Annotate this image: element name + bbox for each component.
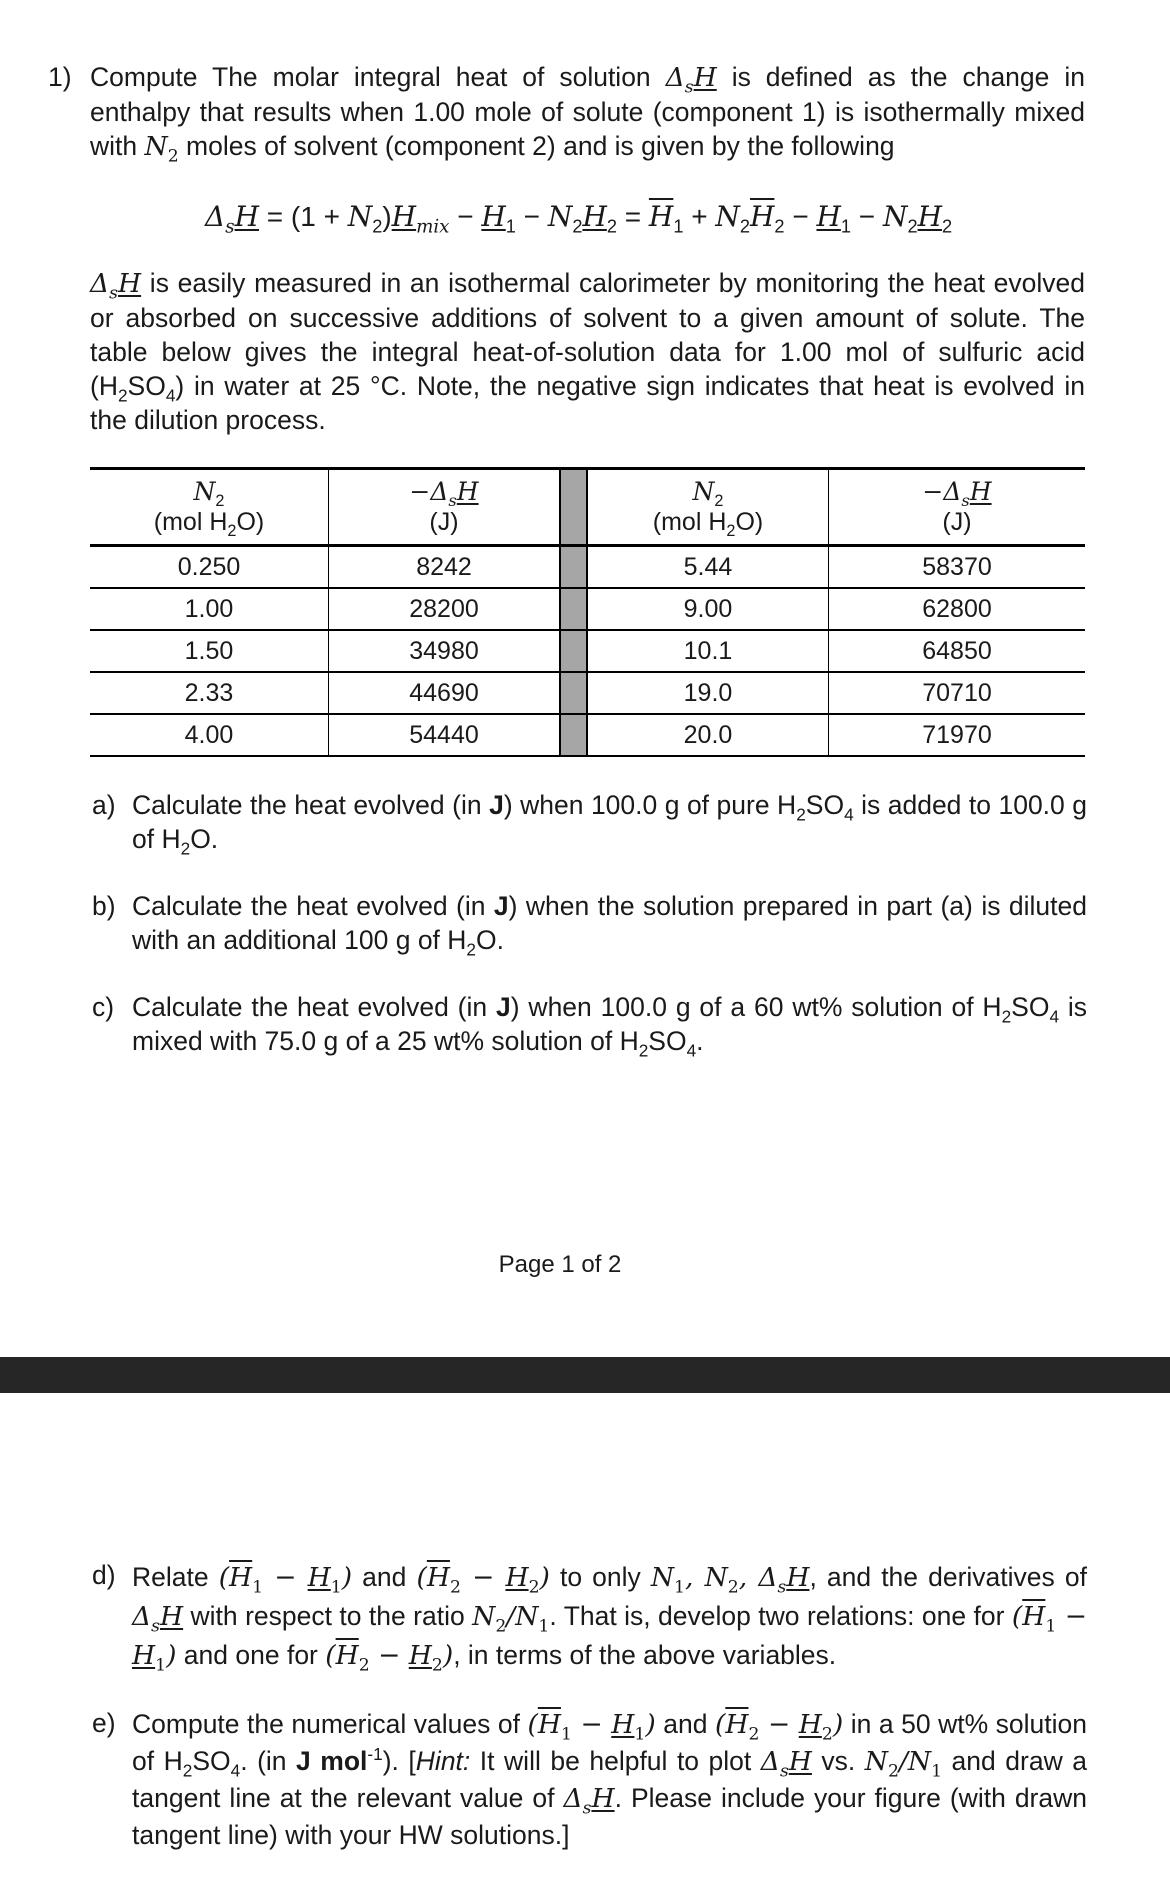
- page-number: Page 1 of 2: [498, 1251, 622, 1278]
- table-row: 1.00 28200 9.00 62800: [90, 588, 1085, 630]
- page-divider: [0, 1357, 1170, 1393]
- table-divider-column: [560, 469, 587, 546]
- header-n2-left: $N_2$ (mol $H_2O$): [90, 469, 329, 546]
- heat-of-solution-equation: $\Delta_sH = (1 + N_2)H_{mix} - H_1 - N_2H_2 = \overline{H}_1 + N_2\overline{H}_2 - H_1 - N_2H_2$: [205, 200, 953, 238]
- table-row: 2.33 44690 19.0 70710: [90, 672, 1085, 714]
- heat-of-solution-table: [90, 467, 1085, 757]
- question-intro: Compute The molar integral heat of solution $\Delta_sH$ is defined as the change in enthalpy that results when 1.00 mole of solute (component 1) is isothermally mixed with $N_2$ moles of solvent (component 2) and is given by the following: [90, 62, 1085, 167]
- measurement-description: $\Delta_sH$ is easily measured in an isothermal calorimeter by monitoring the heat evolved or absorbed on successive additions of solvent to a given amount of solute. The table below gives the integral heat-of-solution data for 1.00 mol of sulfuric acid $(H_2SO_4)$ in water at 25 °C. Note, the negative sign indicates that heat is evolved in the dilution process.: [90, 268, 1085, 435]
- question-number: 1): [48, 62, 72, 92]
- header-dh-right: $-\Delta_sH$ (J): [922, 477, 992, 536]
- header-n2-right: $N_2$ (mol $H_2O$): [587, 469, 829, 546]
- delta-s-h-symbol: $\Delta_sH$: [665, 62, 717, 98]
- table-row: 1.50 34980 10.1 64850: [90, 630, 1085, 672]
- n2-symbol: $N_2$: [144, 131, 179, 167]
- header-dh-left: $-\Delta_sH$ (J): [409, 477, 479, 536]
- table-header-row: [90, 469, 1085, 546]
- table-row: 4.00 54440 20.0 71970: [90, 714, 1085, 756]
- table-row: 0.250 8242 5.44 58370: [90, 546, 1085, 589]
